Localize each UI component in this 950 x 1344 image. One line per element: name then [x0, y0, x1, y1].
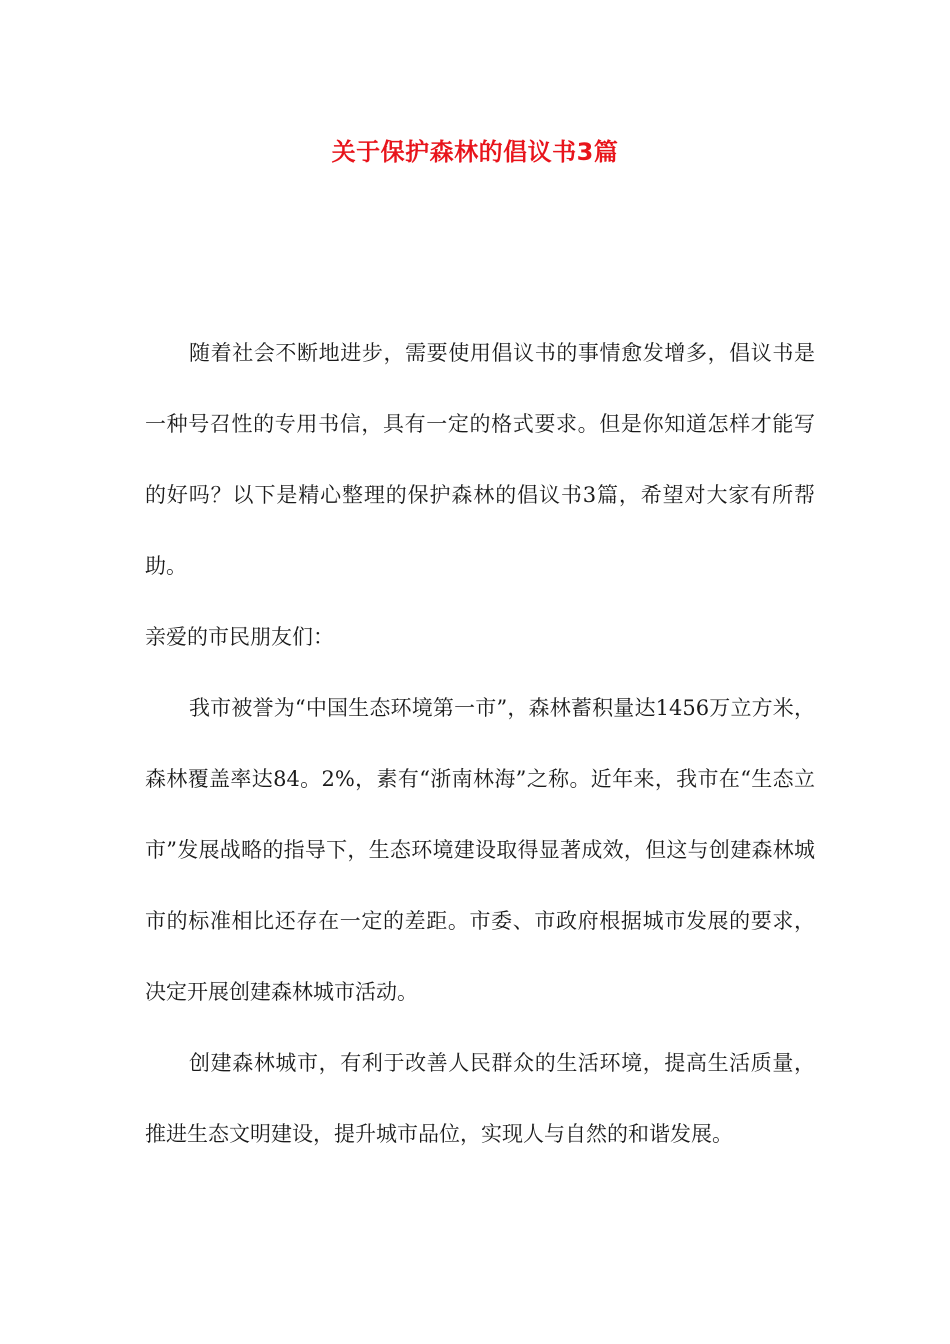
document-title: 关于保护森林的倡议书3篇 — [331, 138, 619, 166]
body-paragraph-1: 我市被誉为“中国生态环境第一市”，森林蓄积量达1456万立方米，森林覆盖率达84。2%，素有“浙南林海”之称。近年来，我市在“生态立市”发展战略的指导下，生态环境建设取得显著成效，但这与创建森林城市的标准相比还存在一定的差距。市委、市政府根据城市发展的要求，决定开展创建森林城市活动。 — [145, 696, 815, 1004]
salutation: 亲爱的市民朋友们： — [145, 625, 334, 649]
document-body — [145, 318, 815, 1170]
body-paragraph-2: 创建森林城市，有利于改善人民群众的生活环境，提高生活质量，推进生态文明建设，提升城市品位，实现人与自然的和谐发展。 — [145, 1051, 815, 1146]
intro-paragraph: 随着社会不断地进步，需要使用倡议书的事情愈发增多，倡议书是一种号召性的专用书信，具有一定的格式要求。但是你知道怎样才能写的好吗？以下是精心整理的保护森林的倡议书3篇，希望对大家有所帮助。 — [145, 341, 815, 578]
